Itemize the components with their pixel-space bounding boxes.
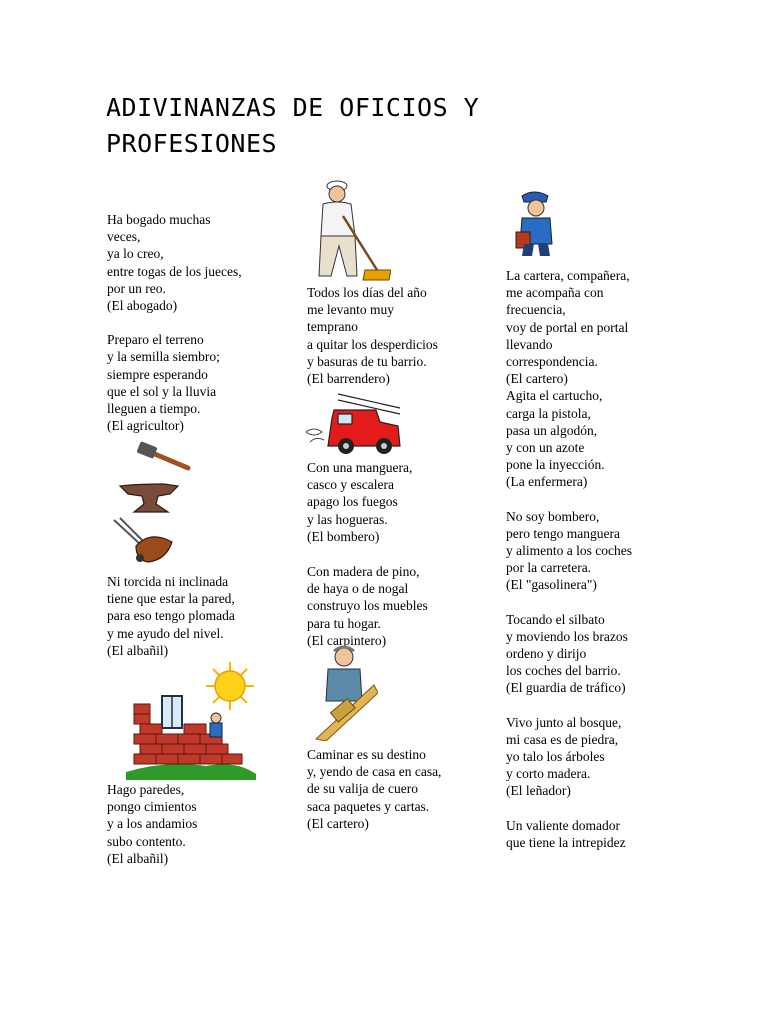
riddle-domador (506, 817, 632, 851)
riddle-line: por un reo. (107, 280, 166, 296)
riddle-line: correspondencia. (506, 354, 598, 370)
riddle-line: y alimento a los coches (506, 543, 632, 559)
page-title (106, 90, 706, 162)
fire-truck-image (304, 388, 404, 458)
riddle-line: y me ayudo del nivel. (107, 625, 224, 641)
mailman-image (512, 188, 560, 258)
riddle-line: Con madera de pino, (307, 564, 420, 579)
riddle-line: apago los fuegos (307, 494, 398, 510)
riddle-line: y basuras de tu barrio. (307, 353, 427, 369)
riddle-line: voy de portal en portal (506, 319, 629, 335)
riddle-line: temprano (307, 319, 358, 335)
riddle-line: Todos los días del año (307, 285, 427, 300)
riddle-line: (El albañil) (107, 642, 169, 658)
riddle-line: me levanto muy (307, 302, 394, 318)
riddle-line: me acompaña con (506, 285, 604, 301)
plow-image (110, 516, 176, 568)
riddle-line: y la semilla siembro; (107, 349, 220, 365)
riddle-carpintero (307, 563, 428, 649)
riddle-abogado (107, 211, 242, 314)
riddle-line: y con un azote (506, 440, 585, 456)
riddle-line: Con una manguera, (307, 460, 413, 475)
riddle-line: (El leñador) (506, 783, 571, 799)
bricklayer-image (126, 656, 262, 780)
riddle-line: pone la inyección. (506, 457, 605, 473)
riddle-line: ya lo creo, (107, 246, 164, 262)
riddle-line: para tu hogar. (307, 615, 381, 631)
title-line-2: PROFESIONES (106, 129, 278, 158)
riddle-line: ordeno y dirijo (506, 646, 587, 662)
riddle-line: para eso tengo plomada (107, 608, 235, 624)
riddle-line: (El cartero) (307, 815, 369, 831)
riddle-line: (El barrendero) (307, 371, 390, 387)
riddle-line: (El agricultor) (107, 418, 184, 434)
riddle-line: llevando (506, 336, 553, 352)
riddle-albanil-1 (107, 573, 235, 659)
riddle-line: (La enfermera) (506, 474, 588, 490)
riddle-line: lleguen a tiempo. (107, 401, 201, 417)
carpenter-image (312, 645, 378, 741)
riddle-line: de haya o de nogal (307, 581, 409, 597)
riddle-line: Ni torcida ni inclinada (107, 574, 229, 589)
riddle-line: construyo los muebles (307, 598, 428, 614)
riddle-line: pongo cimientos (107, 799, 197, 815)
riddle-line: (El abogado) (107, 298, 178, 314)
riddle-line: Ha bogado muchas (107, 212, 211, 227)
riddle-line: que el sol y la lluvia (107, 383, 217, 399)
column-3-text-a (506, 267, 632, 851)
riddle-line: No soy bombero, (506, 508, 600, 524)
anvil-image (118, 480, 182, 516)
riddle-line: de su valija de cuero (307, 781, 418, 797)
riddle-line: tiene que estar la pared, (107, 591, 235, 607)
riddle-line: mi casa es de piedra, (506, 731, 619, 747)
riddle-line: carga la pistola, (506, 405, 591, 421)
riddle-line: Preparo el terreno (107, 332, 204, 348)
riddle-line: y a los andamios (107, 816, 198, 832)
riddle-line: y corto madera. (506, 766, 591, 782)
riddle-line: y moviendo los brazos (506, 628, 628, 644)
riddle-line: pasa un algodón, (506, 422, 598, 438)
riddle-line: subo contento. (107, 833, 186, 849)
riddle-line: veces, (107, 229, 141, 245)
sweeper-image (303, 176, 391, 286)
riddle-line: (El "gasolinera") (506, 577, 597, 593)
riddle-line: por la carretera. (506, 560, 592, 576)
riddle-barrendero (307, 284, 438, 387)
riddle-line: a quitar los desperdicios (307, 336, 438, 352)
riddle-line: (El bombero) (307, 528, 380, 544)
riddle-agricultor (107, 331, 242, 434)
riddle-line: frecuencia, (506, 302, 566, 318)
column-1-text (107, 211, 242, 434)
riddle-cartero-col2 (307, 746, 441, 832)
riddle-line: Caminar es su destino (307, 747, 426, 762)
riddle-line: casco y escalera (307, 477, 394, 493)
hammer-image (136, 440, 192, 474)
riddle-line: pero tengo manguera (506, 525, 620, 541)
riddle-line: Un valiente domador (506, 817, 620, 833)
riddle-bombero (307, 459, 412, 545)
riddle-line: Vivo junto al bosque, (506, 714, 622, 730)
riddle-line: y las hogueras. (307, 511, 388, 527)
riddle-lenador (506, 714, 632, 800)
riddle-line: saca paquetes y cartas. (307, 798, 430, 814)
riddle-line: entre togas de los jueces, (107, 263, 242, 279)
riddle-enfermera (506, 387, 632, 490)
title-line-1: ADIVINANZAS DE OFICIOS Y (106, 93, 480, 122)
riddle-line: La cartera, compañera, (506, 268, 630, 283)
riddle-line: y, yendo de casa en casa, (307, 764, 442, 780)
riddle-gasolinera (506, 508, 632, 594)
riddle-line: Hago paredes, (107, 782, 185, 797)
riddle-line: los coches del barrio. (506, 663, 621, 679)
riddle-line: Tocando el silbato (506, 611, 605, 627)
riddle-line: que tiene la intrepidez (506, 834, 626, 850)
riddle-cartero-col3 (506, 267, 632, 387)
riddle-line: (El cartero) (506, 371, 568, 387)
riddle-albanil-2 (107, 781, 197, 867)
riddle-line: (El carpintero) (307, 632, 387, 648)
riddle-line: Agita el cartucho, (506, 388, 603, 404)
riddle-line: (El guardia de tráfico) (506, 680, 626, 696)
riddle-line: yo talo los árboles (506, 749, 605, 765)
riddle-guardia (506, 611, 632, 697)
riddle-line: (El albañil) (107, 850, 169, 866)
riddle-line: siempre esperando (107, 366, 208, 382)
